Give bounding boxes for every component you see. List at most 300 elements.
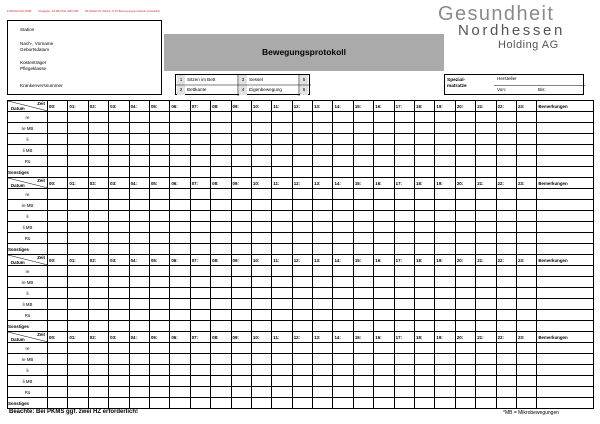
remarks-cell[interactable] bbox=[537, 321, 593, 332]
entry-cell[interactable] bbox=[251, 222, 271, 233]
entry-cell[interactable] bbox=[415, 123, 435, 134]
entry-cell[interactable] bbox=[211, 299, 231, 310]
entry-cell[interactable] bbox=[353, 244, 373, 255]
entry-cell[interactable] bbox=[394, 310, 414, 321]
entry-cell[interactable] bbox=[88, 310, 108, 321]
entry-cell[interactable] bbox=[68, 112, 88, 123]
entry-cell[interactable] bbox=[48, 398, 68, 409]
entry-cell[interactable] bbox=[170, 189, 190, 200]
entry-cell[interactable] bbox=[292, 299, 312, 310]
entry-cell[interactable] bbox=[149, 167, 169, 178]
entry-cell[interactable] bbox=[435, 233, 455, 244]
entry-cell[interactable] bbox=[496, 354, 516, 365]
entry-cell[interactable] bbox=[313, 112, 333, 123]
entry-cell[interactable] bbox=[68, 398, 88, 409]
entry-cell[interactable] bbox=[48, 365, 68, 376]
entry-cell[interactable] bbox=[190, 277, 210, 288]
entry-cell[interactable] bbox=[109, 123, 129, 134]
entry-cell[interactable] bbox=[516, 211, 536, 222]
entry-cell[interactable] bbox=[333, 156, 353, 167]
entry-cell[interactable] bbox=[374, 167, 394, 178]
entry-cell[interactable] bbox=[251, 321, 271, 332]
entry-cell[interactable] bbox=[251, 233, 271, 244]
entry-cell[interactable] bbox=[394, 189, 414, 200]
entry-cell[interactable] bbox=[455, 156, 475, 167]
entry-cell[interactable] bbox=[292, 222, 312, 233]
entry-cell[interactable] bbox=[394, 211, 414, 222]
entry-cell[interactable] bbox=[129, 310, 149, 321]
entry-cell[interactable] bbox=[190, 288, 210, 299]
entry-cell[interactable] bbox=[149, 200, 169, 211]
entry-cell[interactable] bbox=[170, 233, 190, 244]
entry-cell[interactable] bbox=[68, 211, 88, 222]
entry-cell[interactable] bbox=[394, 200, 414, 211]
entry-cell[interactable] bbox=[190, 376, 210, 387]
entry-cell[interactable] bbox=[68, 200, 88, 211]
entry-cell[interactable] bbox=[292, 321, 312, 332]
remarks-cell[interactable] bbox=[537, 211, 593, 222]
entry-cell[interactable] bbox=[455, 222, 475, 233]
entry-cell[interactable] bbox=[353, 167, 373, 178]
entry-cell[interactable] bbox=[170, 134, 190, 145]
entry-cell[interactable] bbox=[88, 145, 108, 156]
entry-cell[interactable] bbox=[394, 277, 414, 288]
entry-cell[interactable] bbox=[190, 167, 210, 178]
entry-cell[interactable] bbox=[129, 365, 149, 376]
entry-cell[interactable] bbox=[88, 200, 108, 211]
entry-cell[interactable] bbox=[129, 398, 149, 409]
entry-cell[interactable] bbox=[353, 365, 373, 376]
entry-cell[interactable] bbox=[292, 354, 312, 365]
entry-cell[interactable] bbox=[109, 200, 129, 211]
entry-cell[interactable] bbox=[333, 310, 353, 321]
entry-cell[interactable] bbox=[374, 354, 394, 365]
entry-cell[interactable] bbox=[496, 244, 516, 255]
entry-cell[interactable] bbox=[435, 343, 455, 354]
entry-cell[interactable] bbox=[251, 211, 271, 222]
entry-cell[interactable] bbox=[313, 211, 333, 222]
entry-cell[interactable] bbox=[394, 134, 414, 145]
entry-cell[interactable] bbox=[129, 233, 149, 244]
entry-cell[interactable] bbox=[149, 266, 169, 277]
entry-cell[interactable] bbox=[415, 387, 435, 398]
entry-cell[interactable] bbox=[251, 189, 271, 200]
entry-cell[interactable] bbox=[476, 321, 496, 332]
entry-cell[interactable] bbox=[129, 167, 149, 178]
entry-cell[interactable] bbox=[272, 222, 292, 233]
entry-cell[interactable] bbox=[149, 365, 169, 376]
entry-cell[interactable] bbox=[476, 354, 496, 365]
entry-cell[interactable] bbox=[374, 288, 394, 299]
entry-cell[interactable] bbox=[48, 299, 68, 310]
entry-cell[interactable] bbox=[190, 266, 210, 277]
entry-cell[interactable] bbox=[516, 233, 536, 244]
entry-cell[interactable] bbox=[292, 145, 312, 156]
entry-cell[interactable] bbox=[109, 288, 129, 299]
entry-cell[interactable] bbox=[149, 354, 169, 365]
entry-cell[interactable] bbox=[88, 354, 108, 365]
entry-cell[interactable] bbox=[48, 343, 68, 354]
remarks-cell[interactable] bbox=[537, 233, 593, 244]
entry-cell[interactable] bbox=[272, 167, 292, 178]
entry-cell[interactable] bbox=[149, 222, 169, 233]
entry-cell[interactable] bbox=[333, 299, 353, 310]
entry-cell[interactable] bbox=[476, 387, 496, 398]
entry-cell[interactable] bbox=[394, 398, 414, 409]
entry-cell[interactable] bbox=[476, 156, 496, 167]
entry-cell[interactable] bbox=[231, 244, 251, 255]
entry-cell[interactable] bbox=[516, 310, 536, 321]
entry-cell[interactable] bbox=[374, 123, 394, 134]
entry-cell[interactable] bbox=[516, 145, 536, 156]
entry-cell[interactable] bbox=[88, 266, 108, 277]
entry-cell[interactable] bbox=[211, 277, 231, 288]
entry-cell[interactable] bbox=[129, 244, 149, 255]
entry-cell[interactable] bbox=[496, 123, 516, 134]
entry-cell[interactable] bbox=[353, 288, 373, 299]
entry-cell[interactable] bbox=[333, 321, 353, 332]
entry-cell[interactable] bbox=[109, 354, 129, 365]
entry-cell[interactable] bbox=[435, 167, 455, 178]
entry-cell[interactable] bbox=[455, 123, 475, 134]
entry-cell[interactable] bbox=[333, 365, 353, 376]
entry-cell[interactable] bbox=[496, 189, 516, 200]
entry-cell[interactable] bbox=[516, 343, 536, 354]
entry-cell[interactable] bbox=[455, 354, 475, 365]
entry-cell[interactable] bbox=[496, 387, 516, 398]
entry-cell[interactable] bbox=[231, 365, 251, 376]
entry-cell[interactable] bbox=[68, 310, 88, 321]
entry-cell[interactable] bbox=[170, 156, 190, 167]
remarks-cell[interactable] bbox=[537, 123, 593, 134]
entry-cell[interactable] bbox=[292, 211, 312, 222]
entry-cell[interactable] bbox=[353, 310, 373, 321]
entry-cell[interactable] bbox=[231, 376, 251, 387]
entry-cell[interactable] bbox=[313, 134, 333, 145]
entry-cell[interactable] bbox=[170, 266, 190, 277]
entry-cell[interactable] bbox=[313, 398, 333, 409]
entry-cell[interactable] bbox=[313, 321, 333, 332]
entry-cell[interactable] bbox=[313, 288, 333, 299]
entry-cell[interactable] bbox=[251, 398, 271, 409]
entry-cell[interactable] bbox=[292, 310, 312, 321]
entry-cell[interactable] bbox=[394, 365, 414, 376]
entry-cell[interactable] bbox=[211, 365, 231, 376]
entry-cell[interactable] bbox=[292, 134, 312, 145]
entry-cell[interactable] bbox=[251, 134, 271, 145]
entry-cell[interactable] bbox=[353, 277, 373, 288]
entry-cell[interactable] bbox=[435, 288, 455, 299]
entry-cell[interactable] bbox=[149, 321, 169, 332]
entry-cell[interactable] bbox=[435, 200, 455, 211]
entry-cell[interactable] bbox=[476, 365, 496, 376]
entry-cell[interactable] bbox=[88, 189, 108, 200]
entry-cell[interactable] bbox=[109, 112, 129, 123]
entry-cell[interactable] bbox=[394, 288, 414, 299]
entry-cell[interactable] bbox=[88, 167, 108, 178]
entry-cell[interactable] bbox=[516, 299, 536, 310]
entry-cell[interactable] bbox=[272, 354, 292, 365]
entry-cell[interactable] bbox=[435, 321, 455, 332]
entry-cell[interactable] bbox=[211, 343, 231, 354]
entry-cell[interactable] bbox=[496, 134, 516, 145]
entry-cell[interactable] bbox=[333, 134, 353, 145]
entry-cell[interactable] bbox=[231, 288, 251, 299]
entry-cell[interactable] bbox=[48, 244, 68, 255]
entry-cell[interactable] bbox=[455, 189, 475, 200]
entry-cell[interactable] bbox=[313, 365, 333, 376]
entry-cell[interactable] bbox=[313, 167, 333, 178]
entry-cell[interactable] bbox=[251, 123, 271, 134]
entry-cell[interactable] bbox=[516, 387, 536, 398]
entry-cell[interactable] bbox=[292, 387, 312, 398]
entry-cell[interactable] bbox=[292, 266, 312, 277]
entry-cell[interactable] bbox=[516, 123, 536, 134]
entry-cell[interactable] bbox=[455, 266, 475, 277]
entry-cell[interactable] bbox=[333, 211, 353, 222]
entry-cell[interactable] bbox=[435, 310, 455, 321]
entry-cell[interactable] bbox=[109, 387, 129, 398]
entry-cell[interactable] bbox=[374, 387, 394, 398]
entry-cell[interactable] bbox=[129, 112, 149, 123]
entry-cell[interactable] bbox=[129, 277, 149, 288]
entry-cell[interactable] bbox=[496, 211, 516, 222]
entry-cell[interactable] bbox=[109, 211, 129, 222]
entry-cell[interactable] bbox=[476, 112, 496, 123]
entry-cell[interactable] bbox=[190, 398, 210, 409]
entry-cell[interactable] bbox=[333, 343, 353, 354]
entry-cell[interactable] bbox=[415, 343, 435, 354]
entry-cell[interactable] bbox=[170, 354, 190, 365]
entry-cell[interactable] bbox=[109, 189, 129, 200]
entry-cell[interactable] bbox=[333, 354, 353, 365]
entry-cell[interactable] bbox=[455, 321, 475, 332]
entry-cell[interactable] bbox=[129, 222, 149, 233]
entry-cell[interactable] bbox=[415, 200, 435, 211]
entry-cell[interactable] bbox=[292, 365, 312, 376]
entry-cell[interactable] bbox=[272, 134, 292, 145]
entry-cell[interactable] bbox=[170, 211, 190, 222]
entry-cell[interactable] bbox=[88, 398, 108, 409]
entry-cell[interactable] bbox=[68, 288, 88, 299]
entry-cell[interactable] bbox=[374, 200, 394, 211]
entry-cell[interactable] bbox=[251, 310, 271, 321]
entry-cell[interactable] bbox=[292, 398, 312, 409]
entry-cell[interactable] bbox=[170, 343, 190, 354]
entry-cell[interactable] bbox=[88, 387, 108, 398]
entry-cell[interactable] bbox=[292, 288, 312, 299]
entry-cell[interactable] bbox=[231, 167, 251, 178]
remarks-cell[interactable] bbox=[537, 398, 593, 409]
entry-cell[interactable] bbox=[211, 233, 231, 244]
entry-cell[interactable] bbox=[455, 277, 475, 288]
entry-cell[interactable] bbox=[129, 156, 149, 167]
entry-cell[interactable] bbox=[149, 145, 169, 156]
entry-cell[interactable] bbox=[496, 200, 516, 211]
entry-cell[interactable] bbox=[353, 145, 373, 156]
remarks-cell[interactable] bbox=[537, 222, 593, 233]
entry-cell[interactable] bbox=[68, 266, 88, 277]
entry-cell[interactable] bbox=[292, 244, 312, 255]
entry-cell[interactable] bbox=[435, 222, 455, 233]
entry-cell[interactable] bbox=[516, 134, 536, 145]
entry-cell[interactable] bbox=[272, 200, 292, 211]
entry-cell[interactable] bbox=[170, 200, 190, 211]
entry-cell[interactable] bbox=[251, 266, 271, 277]
entry-cell[interactable] bbox=[68, 387, 88, 398]
entry-cell[interactable] bbox=[149, 112, 169, 123]
entry-cell[interactable] bbox=[313, 343, 333, 354]
entry-cell[interactable] bbox=[333, 398, 353, 409]
remarks-cell[interactable] bbox=[537, 376, 593, 387]
entry-cell[interactable] bbox=[48, 233, 68, 244]
entry-cell[interactable] bbox=[374, 277, 394, 288]
entry-cell[interactable] bbox=[435, 156, 455, 167]
remarks-cell[interactable] bbox=[537, 156, 593, 167]
entry-cell[interactable] bbox=[333, 200, 353, 211]
entry-cell[interactable] bbox=[190, 156, 210, 167]
entry-cell[interactable] bbox=[231, 211, 251, 222]
entry-cell[interactable] bbox=[415, 112, 435, 123]
entry-cell[interactable] bbox=[251, 277, 271, 288]
entry-cell[interactable] bbox=[170, 299, 190, 310]
entry-cell[interactable] bbox=[496, 167, 516, 178]
entry-cell[interactable] bbox=[149, 288, 169, 299]
entry-cell[interactable] bbox=[415, 354, 435, 365]
entry-cell[interactable] bbox=[231, 321, 251, 332]
remarks-cell[interactable] bbox=[537, 343, 593, 354]
entry-cell[interactable] bbox=[149, 277, 169, 288]
entry-cell[interactable] bbox=[313, 123, 333, 134]
entry-cell[interactable] bbox=[231, 299, 251, 310]
entry-cell[interactable] bbox=[394, 321, 414, 332]
entry-cell[interactable] bbox=[88, 233, 108, 244]
entry-cell[interactable] bbox=[516, 200, 536, 211]
entry-cell[interactable] bbox=[476, 266, 496, 277]
entry-cell[interactable] bbox=[211, 167, 231, 178]
entry-cell[interactable] bbox=[374, 343, 394, 354]
entry-cell[interactable] bbox=[170, 277, 190, 288]
entry-cell[interactable] bbox=[476, 200, 496, 211]
entry-cell[interactable] bbox=[272, 398, 292, 409]
entry-cell[interactable] bbox=[476, 244, 496, 255]
entry-cell[interactable] bbox=[211, 112, 231, 123]
entry-cell[interactable] bbox=[231, 123, 251, 134]
entry-cell[interactable] bbox=[211, 376, 231, 387]
entry-cell[interactable] bbox=[190, 211, 210, 222]
entry-cell[interactable] bbox=[374, 145, 394, 156]
entry-cell[interactable] bbox=[231, 343, 251, 354]
entry-cell[interactable] bbox=[231, 266, 251, 277]
entry-cell[interactable] bbox=[48, 200, 68, 211]
remarks-cell[interactable] bbox=[537, 189, 593, 200]
entry-cell[interactable] bbox=[313, 222, 333, 233]
entry-cell[interactable] bbox=[149, 156, 169, 167]
entry-cell[interactable] bbox=[516, 376, 536, 387]
entry-cell[interactable] bbox=[272, 376, 292, 387]
entry-cell[interactable] bbox=[251, 354, 271, 365]
entry-cell[interactable] bbox=[353, 398, 373, 409]
entry-cell[interactable] bbox=[496, 365, 516, 376]
entry-cell[interactable] bbox=[435, 277, 455, 288]
entry-cell[interactable] bbox=[292, 112, 312, 123]
entry-cell[interactable] bbox=[48, 134, 68, 145]
entry-cell[interactable] bbox=[435, 189, 455, 200]
entry-cell[interactable] bbox=[190, 343, 210, 354]
entry-cell[interactable] bbox=[48, 288, 68, 299]
remarks-cell[interactable] bbox=[537, 244, 593, 255]
entry-cell[interactable] bbox=[394, 376, 414, 387]
entry-cell[interactable] bbox=[190, 200, 210, 211]
entry-cell[interactable] bbox=[231, 222, 251, 233]
entry-cell[interactable] bbox=[109, 398, 129, 409]
entry-cell[interactable] bbox=[129, 343, 149, 354]
entry-cell[interactable] bbox=[435, 123, 455, 134]
entry-cell[interactable] bbox=[251, 343, 271, 354]
entry-cell[interactable] bbox=[48, 167, 68, 178]
entry-cell[interactable] bbox=[455, 167, 475, 178]
entry-cell[interactable] bbox=[374, 299, 394, 310]
remarks-cell[interactable] bbox=[537, 310, 593, 321]
entry-cell[interactable] bbox=[415, 145, 435, 156]
entry-cell[interactable] bbox=[190, 189, 210, 200]
entry-cell[interactable] bbox=[516, 321, 536, 332]
entry-cell[interactable] bbox=[109, 310, 129, 321]
entry-cell[interactable] bbox=[149, 123, 169, 134]
entry-cell[interactable] bbox=[313, 189, 333, 200]
entry-cell[interactable] bbox=[415, 134, 435, 145]
remarks-cell[interactable] bbox=[537, 266, 593, 277]
entry-cell[interactable] bbox=[516, 365, 536, 376]
entry-cell[interactable] bbox=[109, 233, 129, 244]
entry-cell[interactable] bbox=[333, 387, 353, 398]
entry-cell[interactable] bbox=[251, 156, 271, 167]
entry-cell[interactable] bbox=[394, 123, 414, 134]
entry-cell[interactable] bbox=[48, 266, 68, 277]
entry-cell[interactable] bbox=[333, 288, 353, 299]
remarks-cell[interactable] bbox=[537, 145, 593, 156]
entry-cell[interactable] bbox=[415, 376, 435, 387]
entry-cell[interactable] bbox=[476, 398, 496, 409]
entry-cell[interactable] bbox=[272, 321, 292, 332]
entry-cell[interactable] bbox=[231, 277, 251, 288]
entry-cell[interactable] bbox=[313, 354, 333, 365]
entry-cell[interactable] bbox=[170, 398, 190, 409]
entry-cell[interactable] bbox=[476, 134, 496, 145]
entry-cell[interactable] bbox=[476, 277, 496, 288]
entry-cell[interactable] bbox=[415, 310, 435, 321]
entry-cell[interactable] bbox=[272, 244, 292, 255]
entry-cell[interactable] bbox=[48, 145, 68, 156]
entry-cell[interactable] bbox=[88, 321, 108, 332]
entry-cell[interactable] bbox=[476, 288, 496, 299]
entry-cell[interactable] bbox=[149, 299, 169, 310]
entry-cell[interactable] bbox=[455, 299, 475, 310]
entry-cell[interactable] bbox=[129, 134, 149, 145]
remarks-cell[interactable] bbox=[537, 288, 593, 299]
entry-cell[interactable] bbox=[353, 387, 373, 398]
entry-cell[interactable] bbox=[374, 134, 394, 145]
entry-cell[interactable] bbox=[211, 156, 231, 167]
entry-cell[interactable] bbox=[170, 145, 190, 156]
entry-cell[interactable] bbox=[190, 299, 210, 310]
entry-cell[interactable] bbox=[415, 266, 435, 277]
entry-cell[interactable] bbox=[129, 299, 149, 310]
entry-cell[interactable] bbox=[68, 299, 88, 310]
entry-cell[interactable] bbox=[476, 222, 496, 233]
entry-cell[interactable] bbox=[190, 112, 210, 123]
entry-cell[interactable] bbox=[476, 376, 496, 387]
